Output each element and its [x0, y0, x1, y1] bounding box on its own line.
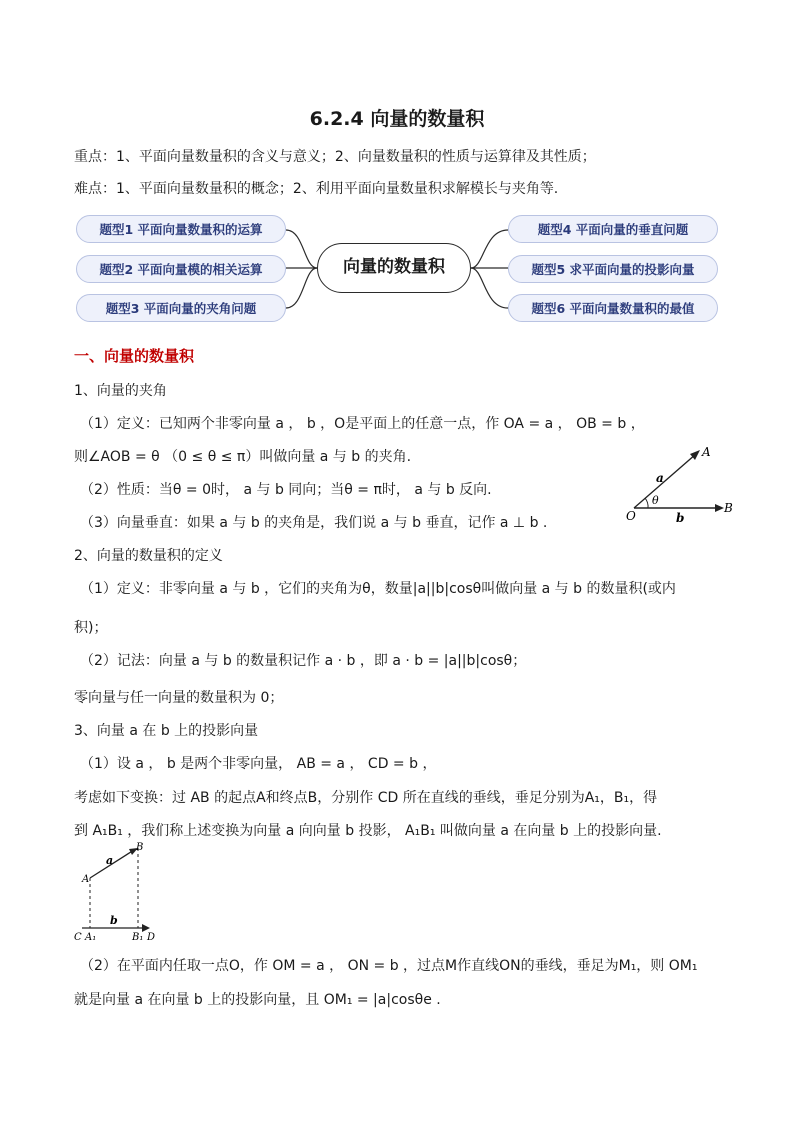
projection-figure — [72, 840, 172, 946]
label-A1: A₁ — [85, 932, 97, 943]
angle-arc — [645, 498, 648, 508]
angle-definition-cont: 则∠AOB = θ （0 ≤ θ ≤ π）叫做向量 a 与 b 的夹角. — [74, 449, 412, 465]
projection-transform: 考虑如下变换：过 AB 的起点A和终点B，分别作 CD 所在直线的垂线，垂足分别为A₁，B₁，得 — [74, 790, 658, 806]
arrowhead-cd — [142, 924, 150, 932]
subheading-projection: 3、向量 a 在 b 上的投影向量 — [74, 723, 259, 739]
label-A: A — [82, 874, 90, 885]
label-O: O — [626, 509, 636, 523]
mindmap — [74, 210, 722, 330]
label-B: B — [136, 842, 144, 853]
angle-property: （2）性质：当θ = 0时， a 与 b 同向；当θ = π时， a 与 b 反向. — [80, 482, 492, 498]
mindmap-topic-3: 题型3 平面向量的夹角问题 — [76, 294, 286, 322]
angle-figure — [620, 440, 740, 530]
mindmap-topic-6: 题型6 平面向量数量积的最值 — [508, 294, 718, 322]
label-theta: θ — [652, 494, 659, 507]
mindmap-topic-4: 题型4 平面向量的垂直问题 — [508, 215, 718, 243]
label-b: b — [676, 511, 685, 525]
label-A: A — [702, 445, 711, 459]
dot-product-definition-cont: 积)； — [74, 620, 108, 636]
dot-product-definition: （1）定义：非零向量 a 与 b ，它们的夹角为θ，数量|a||b|cosθ叫做向量 a 与 b 的数量积(或内 — [80, 581, 676, 597]
projection-conclusion: 就是向量 a 在向量 b 上的投影向量，且 OM₁ = |a|cosθe . — [74, 992, 441, 1008]
key-points: 重点：1、平面向量数量积的含义与意义；2、向量数量积的性质与运算律及其性质； — [74, 149, 596, 165]
difficult-points: 难点：1、平面向量数量积的概念；2、利用平面向量数量积求解模长与夹角等. — [74, 181, 559, 197]
perpendicular-def: （3）向量垂直：如果 a 与 b 的夹角是，我们说 a 与 b 垂直，记作 a ⊥ b . — [80, 515, 548, 531]
label-B: B — [724, 501, 733, 515]
vector-a-line — [634, 454, 696, 508]
arrowhead-b — [715, 504, 724, 512]
label-a: a — [106, 854, 114, 867]
section-heading: 一、向量的数量积 — [74, 347, 195, 365]
page-title: 6.2.4 向量的数量积 — [309, 108, 485, 130]
projection-transform-cont: 到 A₁B₁ ，我们称上述变换为向量 a 向向量 b 投影， A₁B₁ 叫做向量 a 在向量 b 上的投影向量. — [74, 823, 662, 839]
label-b: b — [110, 914, 118, 927]
zero-vector-note: 零向量与任一向量的数量积为 0； — [74, 690, 284, 706]
mindmap-center: 向量的数量积 — [317, 243, 471, 293]
label-C: C — [74, 932, 82, 943]
subheading-angle: 1、向量的夹角 — [74, 383, 167, 399]
projection-construction: （2）在平面内任取一点O，作 OM = a ， ON = b ，过点M作直线ON的垂线，垂足为M₁，则 OM₁ — [80, 958, 698, 974]
dot-product-notation: （2）记法：向量 a 与 b 的数量积记作 a · b ，即 a · b = |a||b|cosθ； — [80, 653, 527, 669]
label-B1: B₁ — [132, 932, 144, 943]
label-D: D — [147, 932, 156, 943]
mindmap-topic-5: 题型5 求平面向量的投影向量 — [508, 255, 718, 283]
mindmap-topic-1: 题型1 平面向量数量积的运算 — [76, 215, 286, 243]
projection-setup: （1）设 a ， b 是两个非零向量， AB = a ， CD = b ， — [80, 756, 437, 772]
angle-definition: （1）定义：已知两个非零向量 a ， b ，O是平面上的任意一点，作 OA = a ， OB = b ， — [80, 416, 645, 432]
mindmap-topic-2: 题型2 平面向量模的相关运算 — [76, 255, 286, 283]
subheading-dot-product: 2、向量的数量积的定义 — [74, 548, 223, 564]
label-a: a — [656, 471, 664, 485]
